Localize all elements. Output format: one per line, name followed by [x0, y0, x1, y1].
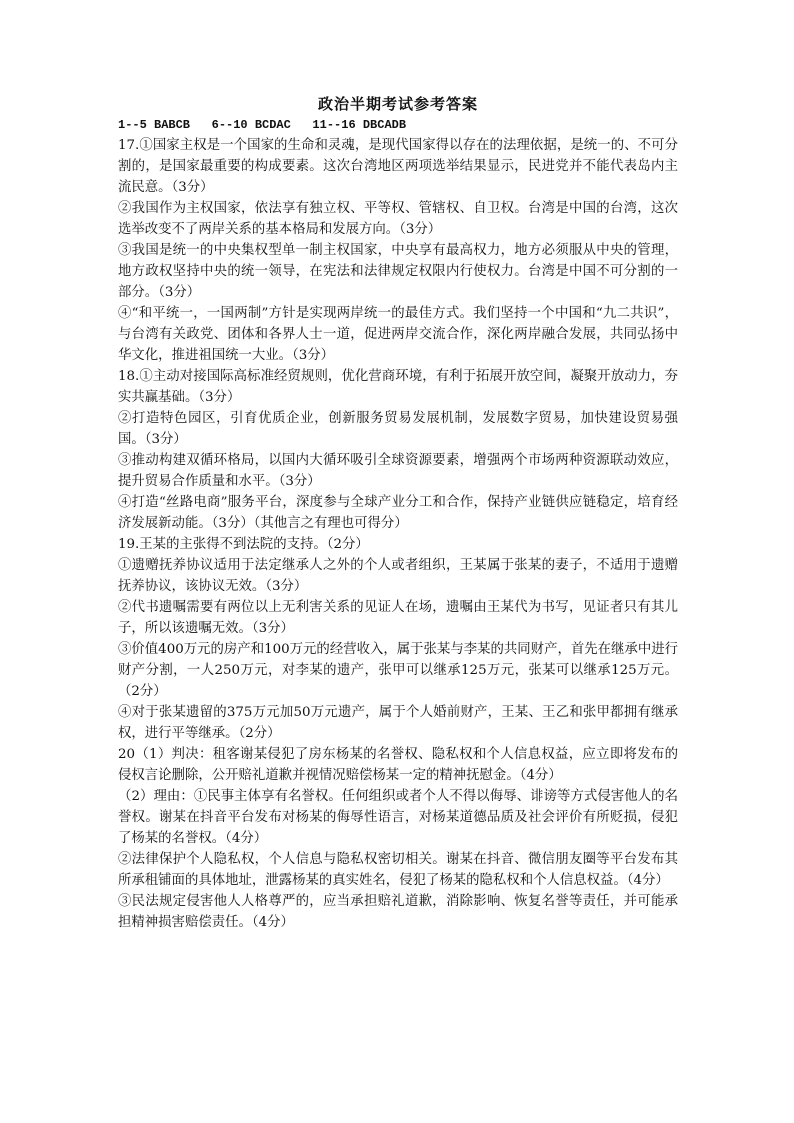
answer-sheet [118, 93, 678, 933]
answer-paragraph-20-3: ②法律保护个人隐私权，个人信息与隐私权密切相关。谢某在抖音、微信朋友圈等平台发布其所承租铺面的具体地址，泄露杨某的真实姓名，侵犯了杨某的隐私权和个人信息权益。（4分） [118, 852, 678, 888]
page-title: 政治半期考试参考答案 [317, 95, 478, 113]
answer-paragraph-20-2: （2）理由：①民事主体享有名誉权。任何组织或者个人不得以侮辱、诽谤等方式侵害他人的名誉权。谢某在抖音平台发布对杨某的侮辱性语言，对杨某道德品质及社会评价有所贬损，侵犯了杨某的名誉权。（4分） [118, 789, 678, 846]
answer-paragraph-17-2: ②我国作为主权国家，依法享有独立权、平等权、管辖权、自卫权。台湾是中国的台湾，这次选举改变不了两岸关系的基本格局和发展方向。（3分） [118, 201, 678, 237]
answer-paragraph-19-4: ④对于张某遗留的375万元加50万元遗产，属于个人婚前财产，王某、王乙和张甲都拥有继承权，进行平等继承。（2分） [118, 705, 678, 741]
answer-paragraph-20-4: ③民法规定侵害他人人格尊严的，应当承担赔礼道歉，消除影响、恢复名誉等责任，并可能承担精神损害赔偿责任。（4分） [118, 894, 678, 930]
answer-paragraph-18-4: ④打造“丝路电商”服务平台，深度参与全球产业分工和合作，保持产业链供应链稳定，培育经济发展新动能。（3分）（其他言之有理也可得分） [118, 495, 678, 531]
answer-paragraph-19-2: ②代书遗嘱需要有两位以上无利害关系的见证人在场，遗嘱由王某代为书写，见证者只有其儿子，所以该遗嘱无效。（3分） [118, 600, 678, 636]
answer-paragraph-19-main: 19.王某的主张得不到法院的支持。（2分） [118, 537, 369, 552]
answer-paragraph-17-4: ④“和平统一，一国两制”方针是实现两岸统一的最佳方式。我们坚持一个中国和“九二共识”，与台湾有关政党、团体和各界人士一道，促进两岸交流合作，深化两岸融合发展，共同弘扬中华文化，推进祖国统一大业。（3分） [118, 306, 678, 363]
choice-answers: 1--5 BABCB 6--10 BCDAC 11--16 DBCADB [118, 118, 407, 132]
answer-paragraph-19-3: ③价值400万元的房产和100万元的经营收入，属于张某与李某的共同财产，首先在继承中进行财产分割，一人250万元，对李某的遗产，张甲可以继承125万元，张某可以继承125万元。（2分） [118, 642, 678, 699]
answer-paragraph-17-1: 17.①国家主权是一个国家的生命和灵魂，是现代国家得以存在的法理依据，是统一的、不可分割的，是国家最重要的构成要素。这次台湾地区两项选举结果显示，民进党并不能代表岛内主流民意。（3分） [118, 138, 678, 195]
answer-paragraph-18-3: ③推动构建双循环格局，以国内大循环吸引全球资源要素，增强两个市场两种资源联动效应，提升贸易合作质量和水平。（3分） [118, 453, 678, 489]
answer-paragraph-17-3: ③我国是统一的中央集权型单一制主权国家，中央享有最高权力，地方必须服从中央的管理，地方政权坚持中央的统一领导，在宪法和法律规定权限内行使权力。台湾是中国不可分割的一部分。（3分） [118, 243, 678, 300]
answer-paragraph-20-1: 20（1）判决：租客谢某侵犯了房东杨某的名誉权、隐私权和个人信息权益，应立即将发布的侵权言论删除，公开赔礼道歉并视情况赔偿杨某一定的精神抚慰金。（4分） [118, 747, 678, 783]
answer-paragraph-18-1: 18.①主动对接国际高标准经贸规则，优化营商环境，有利于拓展开放空间，凝聚开放动力，夯实共赢基础。（3分） [118, 369, 678, 405]
answer-paragraph-18-2: ②打造特色园区，引育优质企业，创新服务贸易发展机制，发展数字贸易，加快建设贸易强国。（3分） [118, 411, 678, 447]
answer-paragraph-19-1: ①遗赠抚养协议适用于法定继承人之外的个人或者组织，王某属于张某的妻子，不适用于遗赠抚养协议，该协议无效。（3分） [118, 558, 678, 594]
